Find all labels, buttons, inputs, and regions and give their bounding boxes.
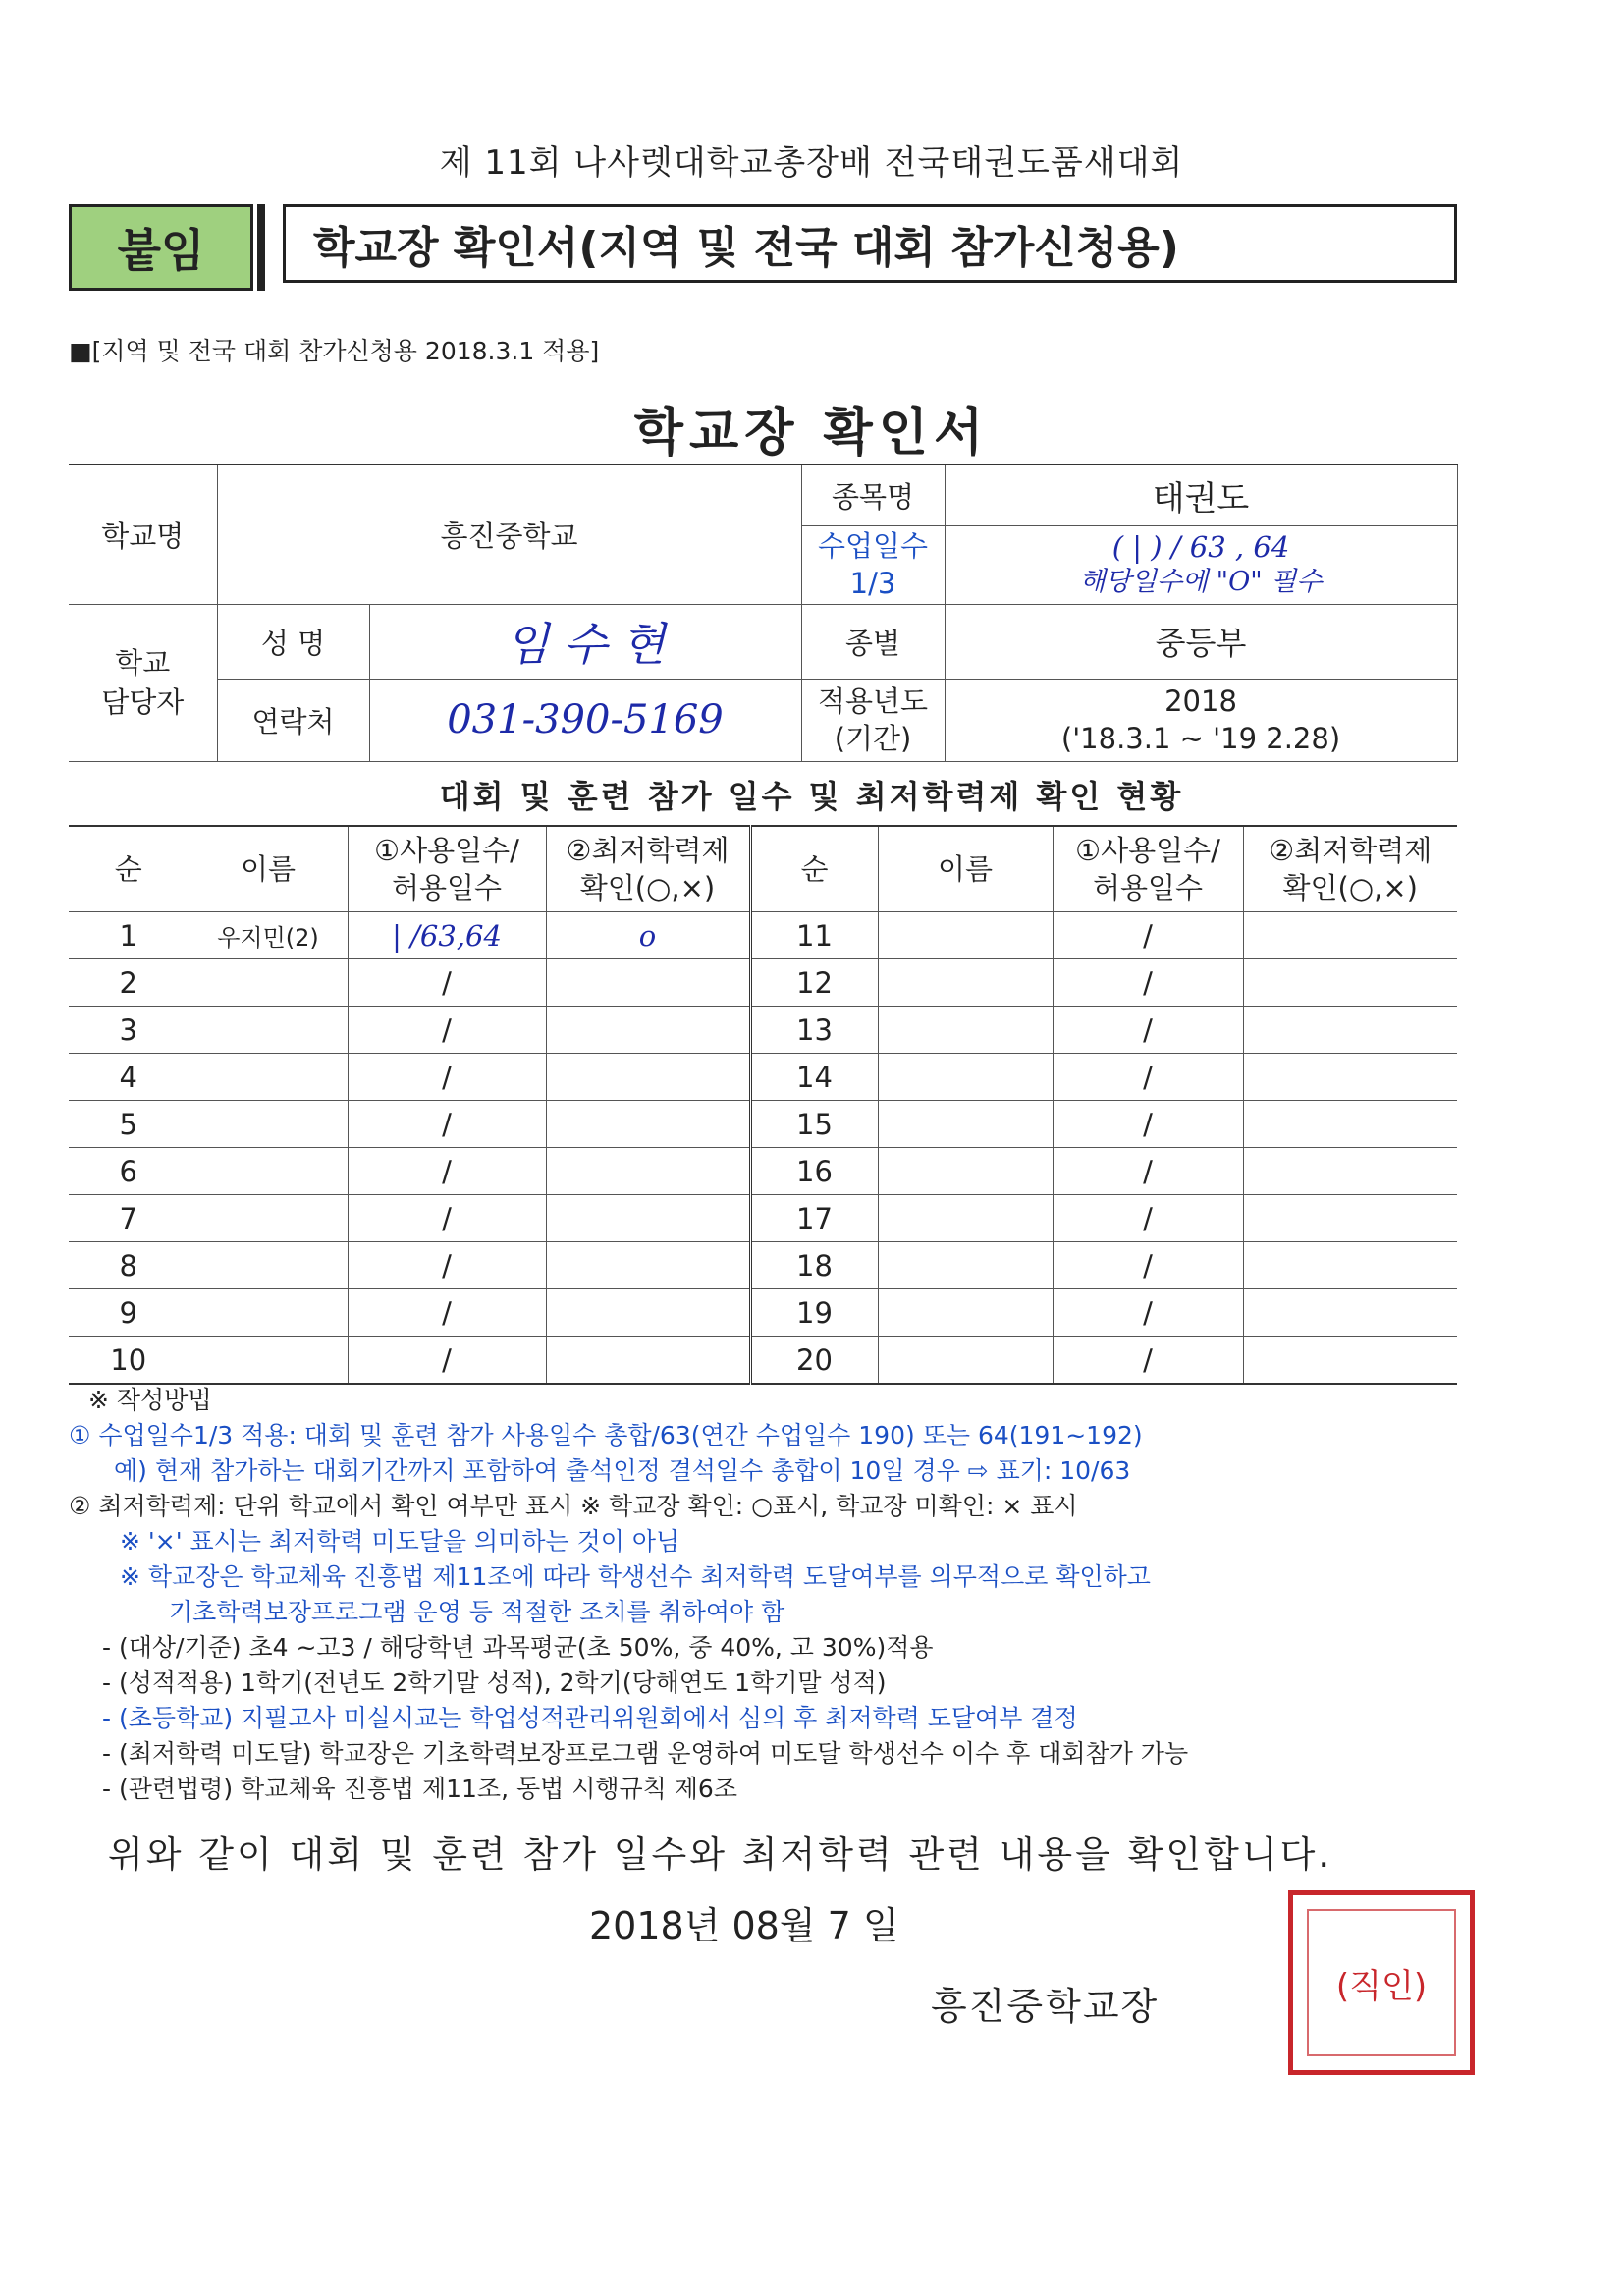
row-name-right bbox=[878, 912, 1053, 959]
header-days-line1: ①사용일수/ bbox=[374, 834, 519, 867]
header-days-line1: ①사용일수/ bbox=[1075, 834, 1220, 867]
row-days-right: / bbox=[1053, 1337, 1243, 1385]
row-name-left bbox=[189, 1337, 348, 1385]
table-row bbox=[69, 1054, 1457, 1101]
row-no-left: 7 bbox=[69, 1195, 189, 1242]
row-days-left: / bbox=[348, 1195, 546, 1242]
row-days-left: / bbox=[348, 1007, 546, 1054]
principal-name: 흥진중학교장 bbox=[931, 1985, 1160, 2028]
row-name-left bbox=[189, 1242, 348, 1289]
row-pass-right bbox=[1243, 959, 1457, 1007]
header-pass-right bbox=[1243, 826, 1457, 912]
row-no-right: 13 bbox=[750, 1007, 878, 1054]
row-no-left: 2 bbox=[69, 959, 189, 1007]
row-no-right: 16 bbox=[750, 1148, 878, 1195]
row-pass-left bbox=[546, 1289, 750, 1337]
name-label: 성 명 bbox=[217, 604, 369, 679]
notes-line-5: ※ 학교장은 학교체육 진흥법 제11조에 따라 학생선수 최저학력 도달여부를 의무적으로 확인하고 bbox=[120, 1562, 1151, 1591]
participation-table bbox=[69, 825, 1457, 1385]
class-days-cell bbox=[945, 525, 1457, 604]
row-no-left: 1 bbox=[69, 912, 189, 959]
row-name-left bbox=[189, 1101, 348, 1148]
row-name-right bbox=[878, 959, 1053, 1007]
class-days-note: 해당일수에 "O" 필수 bbox=[1079, 567, 1323, 597]
sport-value: 태권도 bbox=[945, 465, 1457, 525]
division-label: 종별 bbox=[801, 604, 945, 679]
row-pass-left bbox=[546, 1195, 750, 1242]
row-name-left bbox=[189, 1054, 348, 1101]
row-pass-right bbox=[1243, 1054, 1457, 1101]
table-row bbox=[69, 1337, 1457, 1385]
notes-heading: ※ 작성방법 bbox=[88, 1386, 212, 1414]
row-pass-right bbox=[1243, 1007, 1457, 1054]
row-no-right: 11 bbox=[750, 912, 878, 959]
row-no-left: 6 bbox=[69, 1148, 189, 1195]
row-days-left: / bbox=[348, 1054, 546, 1101]
row-no-left: 9 bbox=[69, 1289, 189, 1337]
row-name-right bbox=[878, 1242, 1053, 1289]
row-name-right bbox=[878, 1054, 1053, 1101]
row-pass-left bbox=[546, 1148, 750, 1195]
header-no-left: 순 bbox=[69, 826, 189, 912]
row-days-left: / bbox=[348, 959, 546, 1007]
row-name-left bbox=[189, 1195, 348, 1242]
notes-line-7: - (대상/기준) 초4 ~고3 / 해당학년 과목평균(초 50%, 중 40%, 고 30%)적용 bbox=[102, 1633, 934, 1662]
table-row bbox=[69, 1148, 1457, 1195]
row-name-right bbox=[878, 1101, 1053, 1148]
row-no-right: 19 bbox=[750, 1289, 878, 1337]
writing-instructions bbox=[69, 1383, 1463, 1807]
notes-line-1: ① 수업일수1/3 적용: 대회 및 훈련 참가 사용일수 총합/63(연간 수업일수 190) 또는 64(191~192) bbox=[69, 1421, 1143, 1449]
row-days-left: | /63,64 bbox=[348, 912, 546, 959]
table-row bbox=[69, 1289, 1457, 1337]
row-pass-left bbox=[546, 1242, 750, 1289]
main-title: 학교장 확인서 bbox=[633, 404, 990, 463]
seal-inner-border bbox=[1307, 1909, 1456, 2056]
year-label-line2: (기간) bbox=[834, 722, 912, 755]
row-pass-left bbox=[546, 1337, 750, 1385]
table-row bbox=[69, 1007, 1457, 1054]
row-name-left: 우지민(2) bbox=[189, 912, 348, 959]
notes-line-4: ※ '×' 표시는 최저학력 미도달을 의미하는 것이 아님 bbox=[120, 1527, 680, 1556]
row-days-right: / bbox=[1053, 1101, 1243, 1148]
official-seal bbox=[1288, 1890, 1475, 2075]
staff-label-line2: 담당자 bbox=[101, 685, 185, 719]
table-row bbox=[69, 1242, 1457, 1289]
row-no-right: 14 bbox=[750, 1054, 878, 1101]
row-no-right: 15 bbox=[750, 1101, 878, 1148]
row-pass-right bbox=[1243, 1289, 1457, 1337]
header-pass-line2: 확인(○,×) bbox=[579, 871, 716, 904]
header-days-line2: 허용일수 bbox=[1092, 871, 1204, 904]
row-name-left bbox=[189, 1148, 348, 1195]
row-no-left: 3 bbox=[69, 1007, 189, 1054]
row-days-right: / bbox=[1053, 912, 1243, 959]
row-days-left: / bbox=[348, 1148, 546, 1195]
row-no-right: 17 bbox=[750, 1195, 878, 1242]
row-days-left: / bbox=[348, 1101, 546, 1148]
seal-label: (직인) bbox=[1335, 1966, 1428, 2006]
school-name: 흥진중학교 bbox=[217, 465, 801, 604]
staff-label bbox=[69, 604, 217, 761]
row-pass-right bbox=[1243, 1195, 1457, 1242]
staff-name-signature: 임 수 현 bbox=[369, 604, 801, 679]
header-pass-line1: ②최저학력제 bbox=[566, 834, 730, 867]
header-pass-line2: 확인(○,×) bbox=[1282, 871, 1418, 904]
row-days-right: / bbox=[1053, 1054, 1243, 1101]
row-days-right: / bbox=[1053, 1007, 1243, 1054]
row-days-right: / bbox=[1053, 1242, 1243, 1289]
division-value: 중등부 bbox=[945, 604, 1457, 679]
row-pass-left bbox=[546, 1101, 750, 1148]
class-days-value: ( | ) / 63 , 64 bbox=[1111, 530, 1290, 564]
class-days-label bbox=[801, 525, 945, 604]
event-title: 제 11회 나사렛대학교총장배 전국태권도품새대회 bbox=[439, 143, 1184, 183]
header-pass-line1: ②최저학력제 bbox=[1269, 834, 1433, 867]
row-no-left: 5 bbox=[69, 1101, 189, 1148]
row-no-left: 4 bbox=[69, 1054, 189, 1101]
document-heading: 학교장 확인서(지역 및 전국 대회 참가신청용) bbox=[283, 204, 1457, 283]
row-pass-left bbox=[546, 1054, 750, 1101]
year-value: 2018 bbox=[1164, 684, 1237, 718]
row-name-right bbox=[878, 1007, 1053, 1054]
row-name-left bbox=[189, 1289, 348, 1337]
row-days-left: / bbox=[348, 1289, 546, 1337]
row-pass-left bbox=[546, 959, 750, 1007]
attachment-badge: 붙임 bbox=[69, 204, 253, 291]
header-days-left bbox=[348, 826, 546, 912]
row-days-right: / bbox=[1053, 959, 1243, 1007]
row-name-right bbox=[878, 1148, 1053, 1195]
school-info-table bbox=[69, 464, 1458, 762]
row-no-left: 10 bbox=[69, 1337, 189, 1385]
row-days-right: / bbox=[1053, 1195, 1243, 1242]
notes-line-3: ② 최저학력제: 단위 학교에서 확인 여부만 표시 ※ 학교장 확인: ○표시, 학교장 미확인: × 표시 bbox=[69, 1492, 1078, 1520]
row-pass-right bbox=[1243, 1101, 1457, 1148]
row-name-right bbox=[878, 1337, 1053, 1385]
row-pass-right bbox=[1243, 1148, 1457, 1195]
header-days-line2: 허용일수 bbox=[391, 871, 503, 904]
notes-line-2: 예) 현재 참가하는 대회기간까지 포함하여 출석인정 결석일수 총합이 10일 경우 ⇨ 표기: 10/63 bbox=[114, 1456, 1131, 1485]
row-pass-right bbox=[1243, 1337, 1457, 1385]
row-days-right: / bbox=[1053, 1148, 1243, 1195]
staff-label-line1: 학교 bbox=[115, 646, 171, 680]
table-row bbox=[69, 1101, 1457, 1148]
row-days-left: / bbox=[348, 1337, 546, 1385]
notes-line-10: - (최저학력 미도달) 학교장은 기초학력보장프로그램 운영하여 미도달 학생선수 이수 후 대회참가 가능 bbox=[102, 1739, 1189, 1768]
header-no-right: 순 bbox=[750, 826, 878, 912]
contact-label: 연락처 bbox=[217, 679, 369, 761]
year-period: ('18.3.1 ~ '19 2.28) bbox=[1060, 722, 1341, 755]
class-days-label-line1: 수업일수 bbox=[817, 529, 929, 563]
sport-label: 종목명 bbox=[801, 465, 945, 525]
confirmation-text: 위와 같이 대회 및 훈련 참가 일수와 최저학력 관련 내용을 확인합니다. bbox=[108, 1833, 1333, 1876]
class-days-label-line2: 1/3 bbox=[849, 567, 896, 600]
row-no-right: 12 bbox=[750, 959, 878, 1007]
table-row bbox=[69, 1195, 1457, 1242]
row-no-right: 18 bbox=[750, 1242, 878, 1289]
row-name-left bbox=[189, 1007, 348, 1054]
issue-date: 2018년 08월 7 일 bbox=[589, 1904, 899, 1947]
year-cell bbox=[945, 679, 1457, 761]
row-pass-left bbox=[546, 1007, 750, 1054]
apply-note: ■[지역 및 전국 대회 참가신청용 2018.3.1 적용] bbox=[69, 337, 600, 365]
row-pass-left: o bbox=[546, 912, 750, 959]
notes-line-11: - (관련법령) 학교체육 진흥법 제11조, 동법 시행규칙 제6조 bbox=[102, 1775, 737, 1803]
row-days-right: / bbox=[1053, 1289, 1243, 1337]
header-name-right: 이름 bbox=[878, 826, 1053, 912]
row-name-right bbox=[878, 1195, 1053, 1242]
notes-line-8: - (성적적용) 1학기(전년도 2학기말 성적), 2학기(당해연도 1학기말 성적) bbox=[102, 1668, 887, 1697]
header-name-left: 이름 bbox=[189, 826, 348, 912]
table-row bbox=[69, 912, 1457, 959]
year-label bbox=[801, 679, 945, 761]
table-row bbox=[69, 959, 1457, 1007]
row-name-left bbox=[189, 959, 348, 1007]
school-label: 학교명 bbox=[69, 465, 217, 604]
year-label-line1: 적용년도 bbox=[817, 684, 929, 718]
contact-value: 031-390-5169 bbox=[369, 679, 801, 761]
row-days-left: / bbox=[348, 1242, 546, 1289]
participation-title: 대회 및 훈련 참가 일수 및 최저학력제 확인 현황 bbox=[439, 778, 1184, 815]
row-pass-right bbox=[1243, 912, 1457, 959]
header-days-right bbox=[1053, 826, 1243, 912]
badge-divider bbox=[257, 204, 265, 291]
header-pass-left bbox=[546, 826, 750, 912]
row-no-left: 8 bbox=[69, 1242, 189, 1289]
row-no-right: 20 bbox=[750, 1337, 878, 1385]
row-pass-right bbox=[1243, 1242, 1457, 1289]
notes-line-9: - (초등학교) 지필고사 미실시교는 학업성적관리위원회에서 심의 후 최저학력 도달여부 결정 bbox=[102, 1704, 1078, 1732]
row-name-right bbox=[878, 1289, 1053, 1337]
notes-line-6: 기초학력보장프로그램 운영 등 적절한 조치를 취하여야 함 bbox=[169, 1598, 785, 1626]
